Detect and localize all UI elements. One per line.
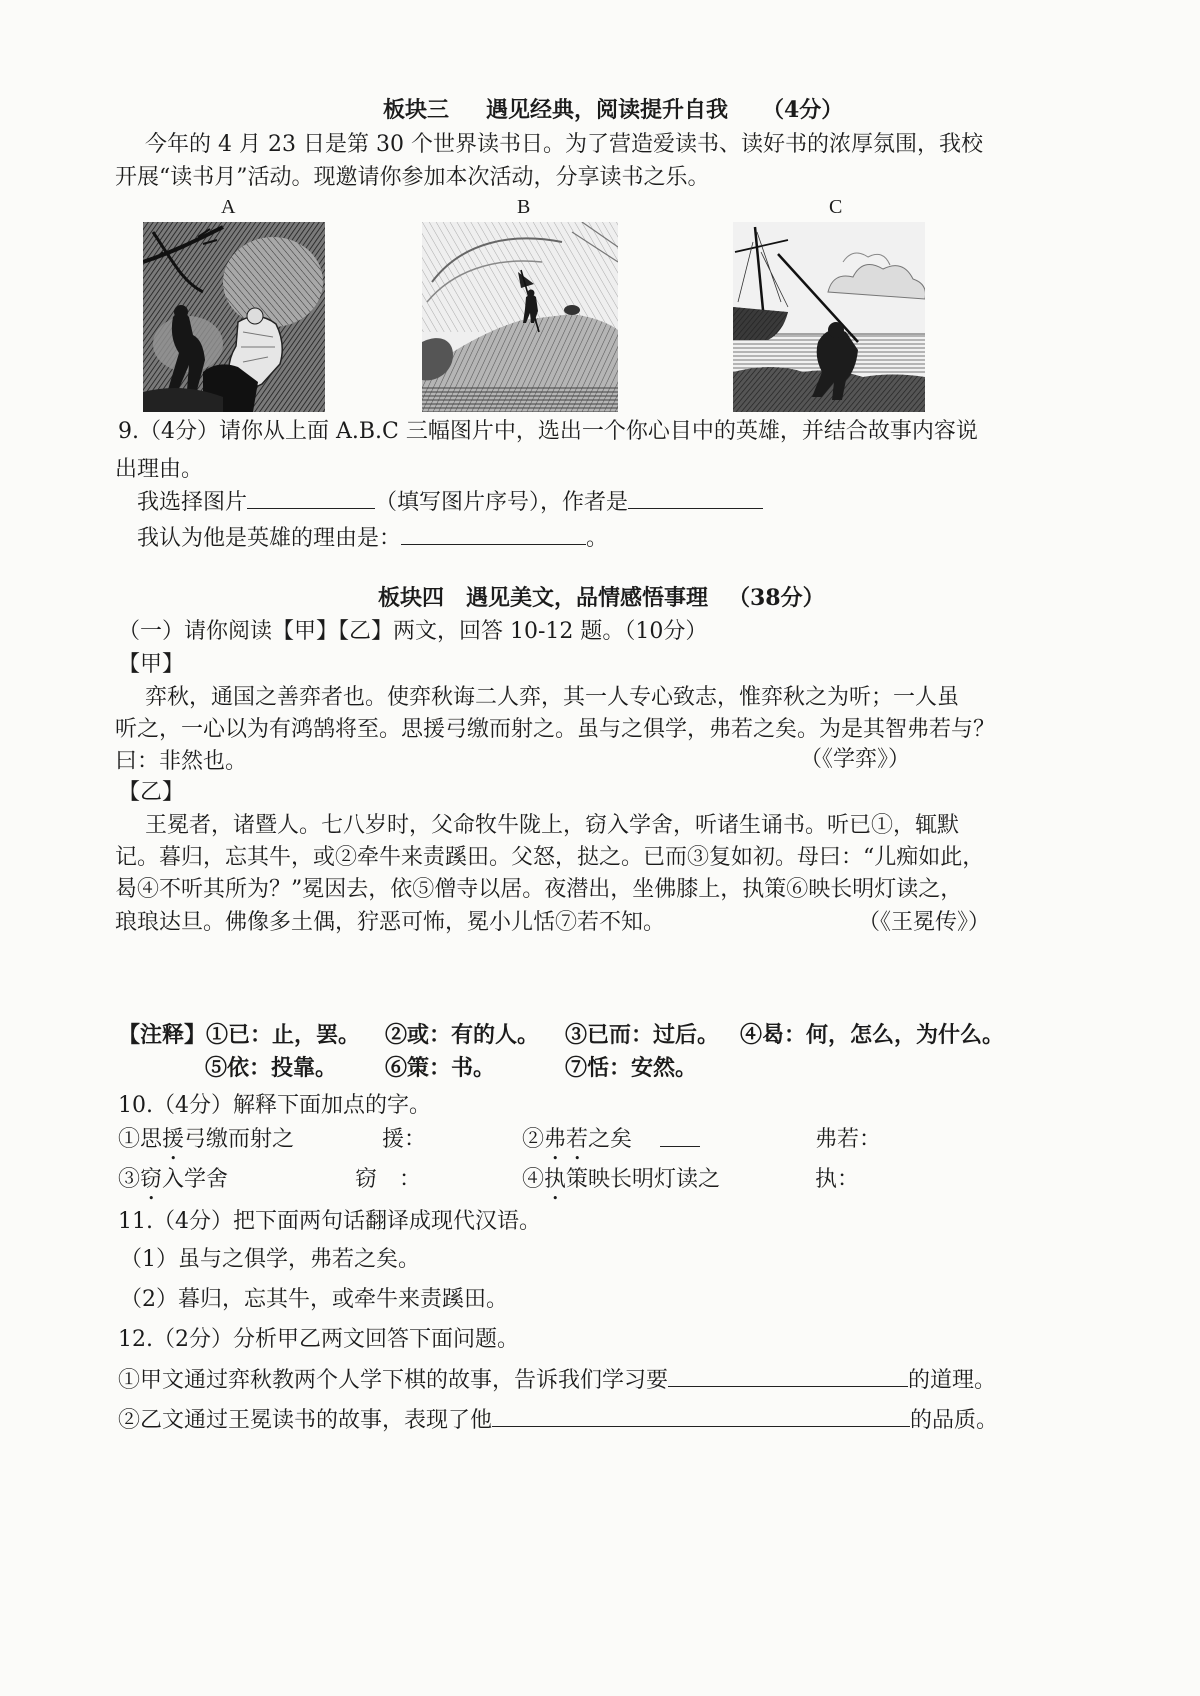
q10-item: [118, 1166, 228, 1194]
picture-a-label: A: [221, 196, 236, 218]
picture-c-label: C: [829, 196, 843, 218]
section3-title: 遇见经典，阅读提升自我: [486, 97, 729, 123]
note-item: ③已而：过后。: [565, 1022, 720, 1048]
q10-answer-label: 弗若：: [815, 1127, 882, 1152]
note-item: ⑥策：书。: [385, 1055, 496, 1081]
q10-answer-label: 援：: [382, 1127, 427, 1152]
q10-item-text: ①思: [118, 1127, 163, 1152]
text-yi-line: 王冕者，诸暨人。七八岁时，父命牧牛陇上，窃入学舍，听诸生诵书。听已①，辄默: [145, 813, 960, 838]
text-yi-source: （《王冕传》）: [858, 910, 991, 935]
picture-b-label: B: [517, 196, 531, 218]
q10-item-text: 入学舍: [162, 1167, 229, 1192]
section4-label: 板块四: [378, 585, 445, 611]
q10-item: [522, 1166, 720, 1194]
note-item: ②或：有的人。: [385, 1022, 540, 1048]
text-jia-line: 听之，一心以为有鸿鹄将至。思援弓缴而射之。虽与之俱学，弗若之矣。为是其智弗若与？: [115, 717, 996, 742]
section3-intro-line: 开展“读书月”活动。现邀请你参加本次活动，分享读书之乐。: [115, 165, 710, 190]
q12-answer-blank: [668, 1366, 908, 1387]
note-item: ①已：止，罢。: [206, 1022, 361, 1048]
q10-item-text: ③: [118, 1167, 141, 1192]
text-yi-tag: 【乙】: [118, 780, 185, 805]
q11-item: （1）虽与之俱学，弗若之矣。: [120, 1247, 420, 1272]
q10-item: [522, 1126, 632, 1154]
q11-stem: 11.（4分）把下面两句话翻译成现代汉语。: [118, 1209, 541, 1234]
notes-line: [118, 1021, 360, 1049]
q12-item-prefix: ①甲文通过弈秋教两个人学下棋的故事，告诉我们学习要: [118, 1368, 669, 1393]
text-jia-line: 弈秋，通国之善弈者也。使弈秋诲二人弈，其一人专心致志，惟弈秋之为听；一人虽: [145, 685, 960, 710]
text-jia-tag: 【甲】: [118, 652, 185, 677]
text-jia-source: （《学弈》）: [800, 747, 911, 772]
picture-b-hill-illustration: [422, 222, 618, 412]
q12-stem: 12.（2分）分析甲乙两文回答下面问题。: [118, 1327, 519, 1352]
q10-short-blank-line: [660, 1126, 700, 1154]
q10-dotted-char: 援: [162, 1127, 185, 1152]
section3-label: 板块三: [383, 97, 450, 123]
q12-item: [118, 1366, 996, 1394]
q9-choose-line: [137, 488, 763, 516]
q10-item-text: ④: [522, 1167, 545, 1192]
q9-stem-continued: 出理由。: [115, 457, 204, 482]
q9-author-blank: [628, 488, 763, 509]
q12-item-suffix: 的道理。: [908, 1368, 997, 1393]
section3-score: （4分）: [762, 97, 844, 123]
q10-stem: 10.（4分）解释下面加点的字。: [118, 1093, 431, 1118]
section3-intro-line: 今年的 4 月 23 日是第 30 个世界读书日。为了营造爱读书、读好书的浓厚氛围，我校: [145, 132, 983, 157]
q9-reason-prefix: 我认为他是英雄的理由是：: [137, 526, 402, 551]
part1-intro: （一）请你阅读【甲】【乙】两文，回答 10-12 题。（10分）: [118, 619, 708, 644]
section4-score: （38分）: [728, 585, 825, 611]
q10-item-text: 策映长明灯读之: [566, 1167, 721, 1192]
picture-a-forest-illustration: [143, 222, 325, 412]
q10-item: [118, 1126, 294, 1154]
q11-item: （2）暮归，忘其牛，或牵牛来责蹊田。: [120, 1287, 508, 1312]
q10-item-text: 之矣: [588, 1127, 633, 1152]
q12-item-prefix: ②乙文通过王冕读书的故事，表现了他: [118, 1408, 493, 1433]
q10-dotted-char: 执: [544, 1167, 567, 1192]
text-jia-line: 曰：非然也。: [115, 749, 248, 774]
q9-reason-line: [137, 524, 608, 552]
q9-choose-hint: （填写图片序号），作者是: [375, 490, 629, 515]
q10-answer-label: 执：: [815, 1167, 860, 1192]
q12-answer-blank: [492, 1406, 910, 1427]
q10-short-blank: [660, 1126, 700, 1147]
notes-label: 【注释】: [118, 1022, 207, 1048]
q9-choose-prefix: 我选择图片: [137, 490, 248, 515]
note-item: ⑤依：投靠。: [205, 1055, 338, 1081]
section4-title: 遇见美文，品情感悟事理: [466, 585, 709, 611]
q9-picture-blank: [247, 488, 375, 509]
note-item: ⑦恬：安然。: [565, 1055, 698, 1081]
text-yi-line: 记。暮归，忘其牛，或②牵牛来责蹊田。父怒，挞之。已而③复如初。母曰：“儿痴如此，: [115, 845, 985, 870]
note-item: ④曷：何，怎么，为什么。: [740, 1022, 1005, 1048]
q9-reason-suffix: 。: [586, 526, 609, 551]
q12-item-suffix: 的品质。: [910, 1408, 999, 1433]
picture-c-shore-illustration: [733, 222, 925, 412]
q12-item: [118, 1406, 998, 1434]
text-yi-line: 琅琅达旦。佛像多土偶，狞恶可怖，冕小儿恬⑦若不知。: [115, 910, 666, 935]
q9-reason-blank: [401, 524, 586, 545]
text-yi-line: 曷④不听其所为？”冕因去，依⑤僧寺以居。夜潜出，坐佛膝上，执策⑥映长明灯读之，: [115, 877, 963, 902]
q10-item-text: ②: [522, 1127, 545, 1152]
q10-dotted-char: 弗若: [544, 1127, 589, 1152]
q10-dotted-char: 窃: [140, 1167, 163, 1192]
q10-item-text: 弓缴而射之: [184, 1127, 295, 1152]
q10-answer-label: 窃 ：: [355, 1167, 422, 1192]
q9-stem: 9.（4分）请你从上面 A.B.C 三幅图片中，选出一个你心目中的英雄，并结合故事内容说: [118, 419, 978, 444]
